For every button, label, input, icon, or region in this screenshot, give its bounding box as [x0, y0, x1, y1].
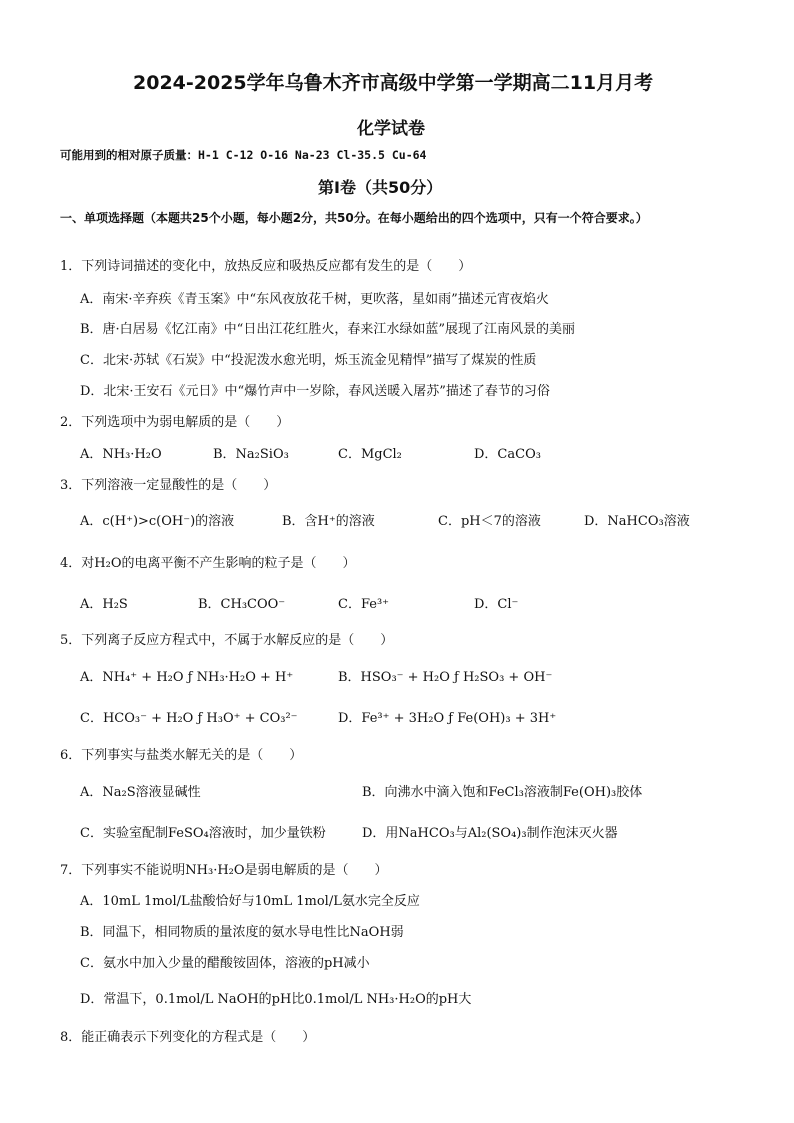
section-title: 第Ⅰ卷（共50分） — [318, 178, 443, 197]
options-row — [80, 443, 541, 462]
option: A．10mL 1mol/L盐酸恰好与10mL 1mol/L氨水完全反应 — [80, 894, 420, 909]
exam-title: 2024-2025学年乌鲁木齐市高级中学第一学期高二11月月考 — [133, 72, 654, 94]
option: D．Cl⁻ — [474, 597, 519, 612]
option: D．Fe³⁺ + 3H₂O ƒ Fe(OH)₃ + 3H⁺ — [338, 711, 557, 726]
exam-subtitle: 化学试卷 — [357, 119, 425, 139]
option: D．北宋·王安石《元日》中“爆竹声中一岁除，春风送暖入屠苏”描述了春节的习俗 — [80, 384, 550, 399]
question-stem: 3．下列溶液一定显酸性的是（ ） — [60, 478, 277, 493]
option: B．CH₃COO⁻ — [198, 597, 286, 612]
option: A．Na₂S溶液显碱性 — [80, 785, 201, 800]
option: B．唐·白居易《忆江南》中“日出江花红胜火，春来江水绿如蓝”展现了江南风景的美丽 — [80, 322, 575, 337]
option: A．NH₄⁺ + H₂O ƒ NH₃·H₂O + H⁺ — [80, 670, 294, 685]
atomic-masses: 可能用到的相对原子质量：H-1 C-12 O-16 Na-23 Cl-35.5 Cu-64 — [60, 148, 427, 162]
question-stem: 1．下列诗词描述的变化中，放热反应和吸热反应都有发生的是（ ） — [60, 259, 472, 274]
option: B．含H⁺的溶液 — [282, 514, 375, 529]
option: B．Na₂SiO₃ — [213, 447, 289, 462]
option: C．实验室配制FeSO₄溶液时，加少量铁粉 — [80, 826, 326, 841]
option: D．NaHCO₃溶液 — [584, 514, 690, 529]
option: D．用NaHCO₃与Al₂(SO₄)₃制作泡沫灭火器 — [362, 826, 618, 841]
options-row — [80, 510, 690, 529]
option: D．CaCO₃ — [474, 447, 541, 462]
section-instruction: 一、单项选择题（本题共25个小题，每小题2分，共50分。在每小题给出的四个选项中，只有一个符合要求。） — [60, 211, 648, 225]
option: B．HSO₃⁻ + H₂O ƒ H₂SO₃ + OH⁻ — [338, 670, 553, 685]
options-row — [80, 593, 518, 612]
option: C．MgCl₂ — [338, 447, 402, 462]
option: A．c(H⁺)>c(OH⁻)的溶液 — [80, 514, 235, 529]
question-stem: 2．下列选项中为弱电解质的是（ ） — [60, 415, 290, 430]
question-stem: 5．下列离子反应方程式中，不属于水解反应的是（ ） — [60, 633, 394, 648]
option: A．南宋·辛弃疾《青玉案》中“东风夜放花千树，更吹落，星如雨”描述元宵夜焰火 — [80, 292, 549, 307]
option: C．北宋·苏轼《石炭》中“投泥泼水愈光明，烁玉流金见精悍”描写了煤炭的性质 — [80, 353, 537, 368]
question-stem: 6．下列事实与盐类水解无关的是（ ） — [60, 748, 303, 763]
option: C．氨水中加入少量的醋酸铵固体，溶液的pH减小 — [80, 956, 370, 971]
option: A．H₂S — [80, 597, 128, 612]
option: C．pH＜7的溶液 — [438, 514, 541, 529]
option: C．HCO₃⁻ + H₂O ƒ H₃O⁺ + CO₃²⁻ — [80, 711, 298, 726]
option: A．NH₃·H₂O — [80, 447, 162, 462]
question-stem: 7．下列事实不能说明NH₃·H₂O是弱电解质的是（ ） — [60, 863, 388, 878]
option: B．同温下，相同物质的量浓度的氨水导电性比NaOH弱 — [80, 925, 404, 940]
question-stem: 8．能正确表示下列变化的方程式是（ ） — [60, 1030, 316, 1045]
question-stem: 4．对H₂O的电离平衡不产生影响的粒子是（ ） — [60, 556, 356, 571]
option: D．常温下，0.1mol/L NaOH的pH比0.1mol/L NH₃·H₂O的pH大 — [80, 992, 472, 1007]
option: C．Fe³⁺ — [338, 597, 390, 612]
option: B．向沸水中滴入饱和FeCl₃溶液制Fe(OH)₃胶体 — [362, 785, 643, 800]
